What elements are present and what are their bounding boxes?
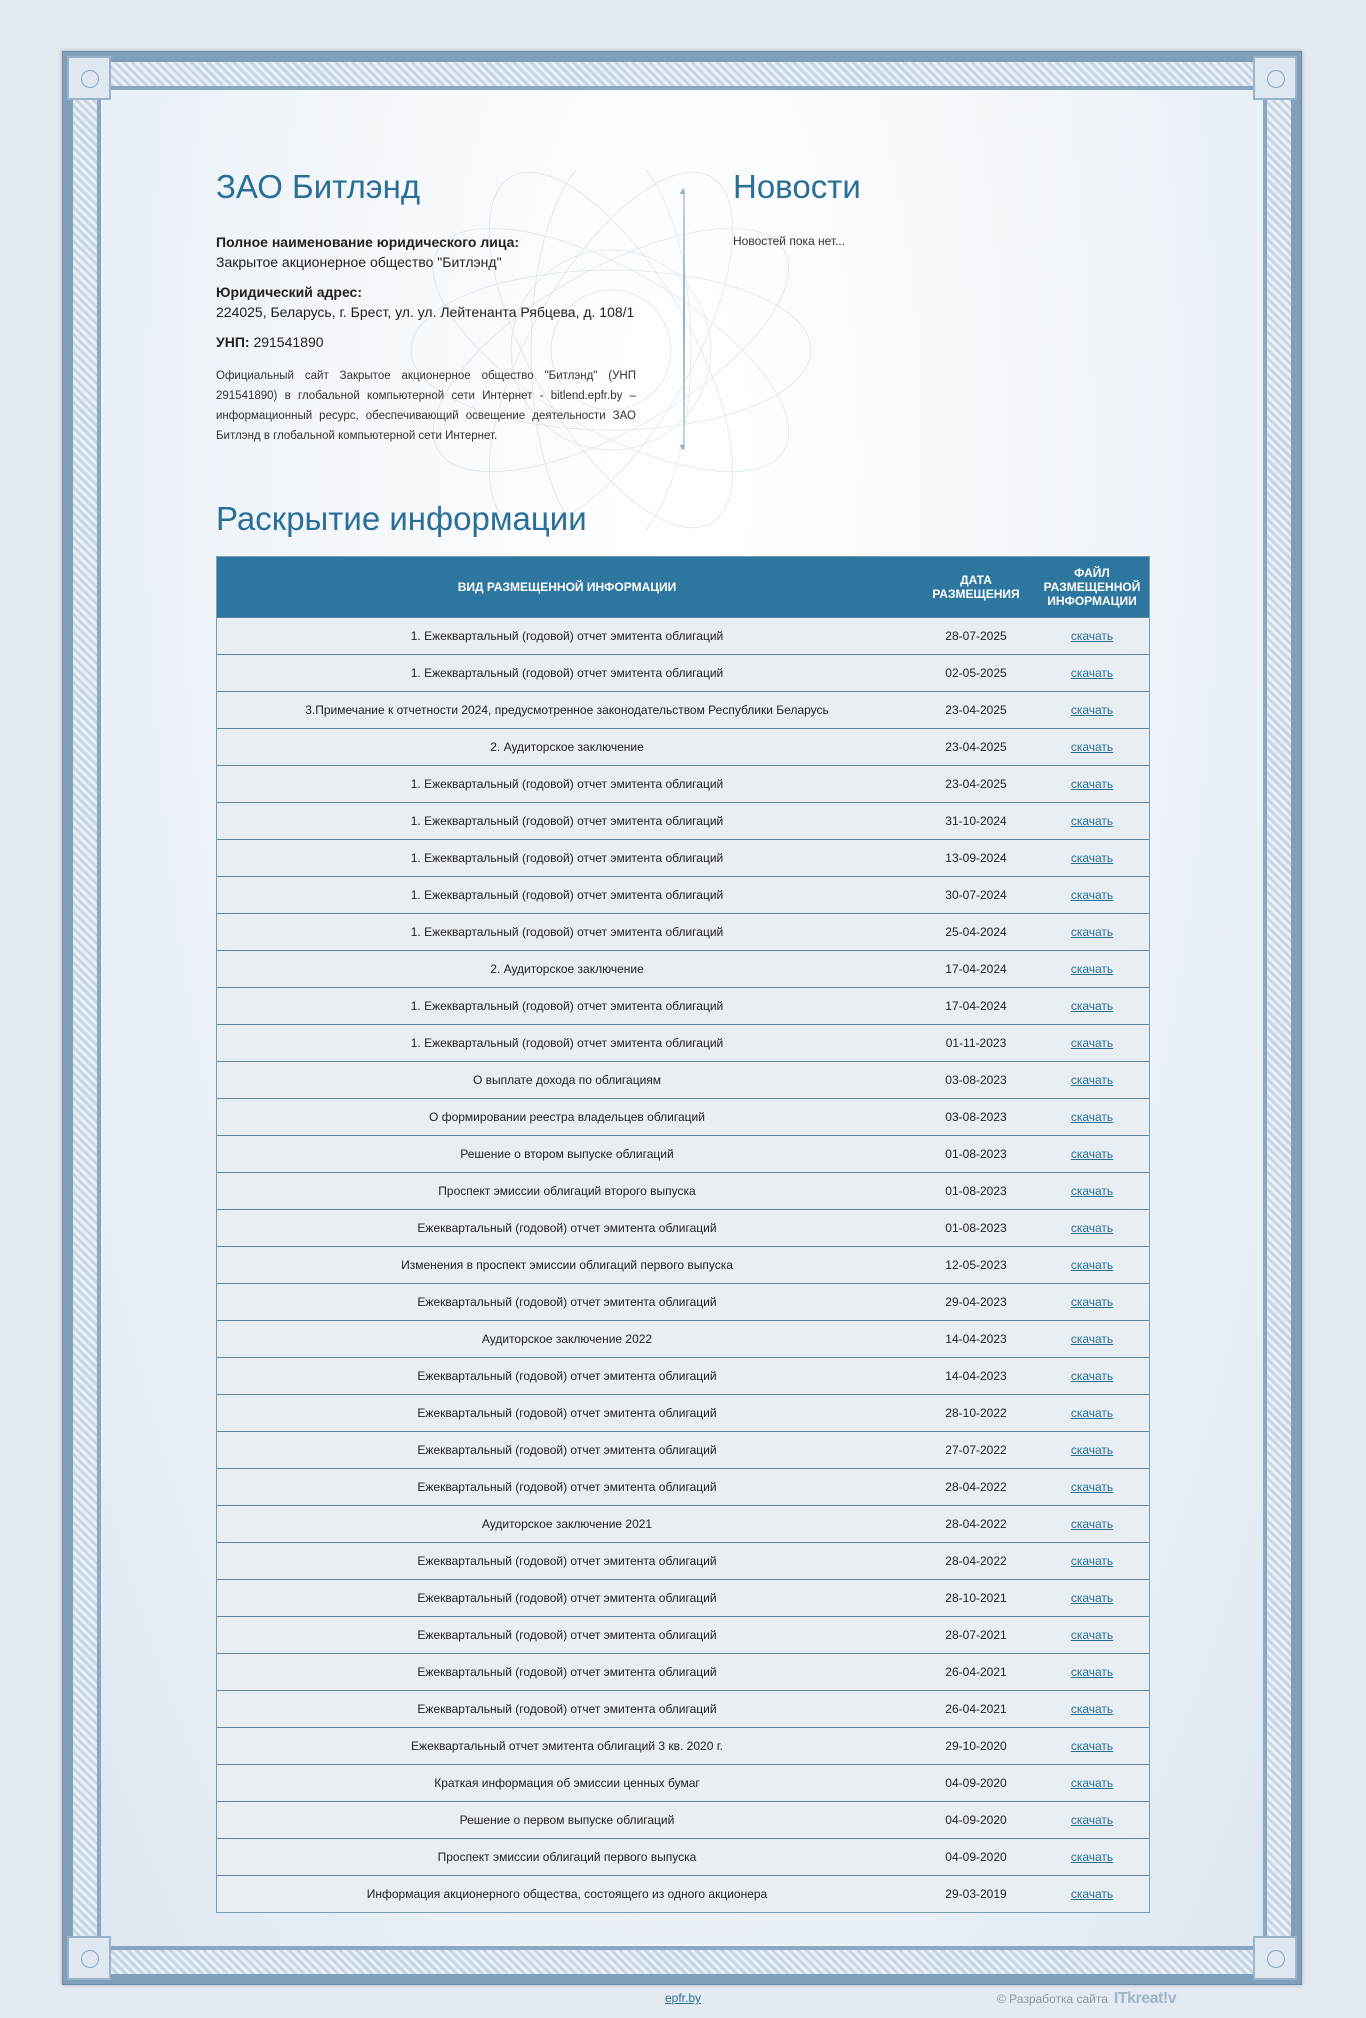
row-date-cell: 14-04-2023: [945, 1332, 1007, 1346]
table-row: [217, 1764, 1149, 1801]
row-kind-cell: Изменения в проспект эмиссии облигаций первого выпуска: [401, 1258, 733, 1272]
company-title: ЗАО Битлэнд: [216, 168, 421, 205]
row-date-cell: 28-04-2022: [945, 1554, 1007, 1568]
row-file-cell: [1035, 1258, 1149, 1272]
download-link[interactable]: скачать: [1070, 1036, 1114, 1050]
table-row: [217, 1468, 1149, 1505]
table-row: [217, 1098, 1149, 1135]
download-link[interactable]: скачать: [1070, 1665, 1114, 1679]
row-file-cell: [1035, 1850, 1149, 1864]
row-date-cell: 13-09-2024: [945, 851, 1007, 865]
row-date-cell: 03-08-2023: [945, 1073, 1007, 1087]
row-kind-cell: 1. Ежеквартальный (годовой) отчет эмитента облигаций: [410, 629, 724, 643]
download-link[interactable]: скачать: [1070, 1554, 1114, 1568]
row-date-cell: 01-08-2023: [945, 1221, 1007, 1235]
row-date-cell: 17-04-2024: [945, 999, 1007, 1013]
table-row: [217, 913, 1149, 950]
footer-developer: [997, 1990, 1176, 2008]
row-kind-cell: О выплате дохода по облигациям: [472, 1073, 662, 1087]
row-file-cell: [1035, 1665, 1149, 1679]
row-kind-cell: 1. Ежеквартальный (годовой) отчет эмитента облигаций: [410, 814, 724, 828]
row-kind-cell: 1. Ежеквартальный (годовой) отчет эмитента облигаций: [410, 851, 724, 865]
row-date-cell: 28-04-2022: [945, 1480, 1007, 1494]
table-row: [217, 617, 1149, 654]
table-row: [217, 1246, 1149, 1283]
row-kind-cell: О формировании реестра владельцев облигаций: [429, 1110, 705, 1124]
row-kind-cell: 1. Ежеквартальный (годовой) отчет эмитента облигаций: [410, 925, 724, 939]
row-file-cell: [1035, 1776, 1149, 1790]
column-header-file: ФАЙЛ РАЗМЕЩЕННОЙ ИНФОРМАЦИИ: [1043, 566, 1141, 608]
row-date-cell: 23-04-2025: [945, 740, 1007, 754]
row-date-cell: 25-04-2024: [945, 925, 1007, 939]
row-kind-cell: Ежеквартальный отчет эмитента облигаций 3 кв. 2020 г.: [411, 1739, 723, 1753]
table-row: [217, 1801, 1149, 1838]
row-date-cell: 29-04-2023: [945, 1295, 1007, 1309]
row-date-cell: 29-10-2020: [945, 1739, 1007, 1753]
row-kind-cell: Информация акционерного общества, состоящего из одного акционера: [366, 1887, 768, 1901]
row-file-cell: [1035, 703, 1149, 717]
row-date-cell: 04-09-2020: [945, 1813, 1007, 1827]
table-row: [217, 1061, 1149, 1098]
corner-ornament-icon: [1253, 1936, 1297, 1980]
row-file-cell: [1035, 1036, 1149, 1050]
row-date-cell: 30-07-2024: [945, 888, 1007, 902]
row-date-cell: 01-08-2023: [945, 1147, 1007, 1161]
row-kind-cell: 3.Примечание к отчетности 2024, предусмотренное законодательством Республики Беларусь: [305, 703, 829, 717]
row-date-cell: 17-04-2024: [945, 962, 1007, 976]
row-date-cell: 12-05-2023: [945, 1258, 1007, 1272]
row-file-cell: [1035, 1184, 1149, 1198]
row-file-cell: [1035, 1443, 1149, 1457]
row-file-cell: [1035, 1073, 1149, 1087]
row-file-cell: [1035, 888, 1149, 902]
row-file-cell: [1035, 1554, 1149, 1568]
row-date-cell: 01-08-2023: [945, 1184, 1007, 1198]
row-date-cell: 04-09-2020: [945, 1776, 1007, 1790]
row-kind-cell: Ежеквартальный (годовой) отчет эмитента облигаций: [417, 1221, 717, 1235]
news-empty-text: Новостей пока нет...: [733, 234, 846, 248]
developer-credit-text: © Разработка сайта: [997, 1992, 1108, 2006]
download-link[interactable]: скачать: [1070, 1887, 1114, 1901]
table-row: [217, 1579, 1149, 1616]
row-file-cell: [1035, 1480, 1149, 1494]
row-file-cell: [1035, 666, 1149, 680]
company-description: Официальный сайт Закрытое акционерное общество "Битлэнд" (УНП 291541890) в глобальной компьютерной сети Интернет - bitlend.epfr.by – информационный ресурс, обеспечивающий освещение деятельности ЗАО Битлэнд в глобальной компьютерной сети Интернет.: [216, 370, 636, 442]
row-kind-cell: Решение о втором выпуске облигаций: [460, 1147, 674, 1161]
row-kind-cell: Решение о первом выпуске облигаций: [459, 1813, 675, 1827]
row-date-cell: 02-05-2025: [945, 666, 1007, 680]
row-date-cell: 04-09-2020: [945, 1850, 1007, 1864]
row-file-cell: [1035, 1332, 1149, 1346]
row-file-cell: [1035, 814, 1149, 828]
column-divider: [683, 188, 685, 450]
row-date-cell: 23-04-2025: [945, 703, 1007, 717]
download-link[interactable]: скачать: [1070, 1221, 1114, 1235]
unp-label: УНП:: [216, 334, 250, 350]
table-row: [217, 1727, 1149, 1764]
footer-site-link[interactable]: epfr.by: [665, 1991, 702, 2005]
company-info: [216, 160, 636, 446]
table-row: [217, 1283, 1149, 1320]
download-link[interactable]: скачать: [1070, 777, 1114, 791]
row-kind-cell: Краткая информация об эмиссии ценных бумаг: [434, 1776, 700, 1790]
table-row: [217, 876, 1149, 913]
download-link[interactable]: скачать: [1070, 740, 1114, 754]
row-date-cell: 31-10-2024: [945, 814, 1007, 828]
column-header-date: ДАТА РАЗМЕЩЕНИЯ: [932, 573, 1020, 601]
row-file-cell: [1035, 851, 1149, 865]
row-kind-cell: Аудиторское заключение 2022: [481, 1332, 653, 1346]
row-file-cell: [1035, 1702, 1149, 1716]
full-name-block: [216, 234, 636, 270]
download-link[interactable]: скачать: [1070, 814, 1114, 828]
unp-value: 291541890: [253, 334, 324, 350]
row-date-cell: 14-04-2023: [945, 1369, 1007, 1383]
row-file-cell: [1035, 962, 1149, 976]
download-link[interactable]: скачать: [1070, 1332, 1114, 1346]
download-link[interactable]: скачать: [1070, 851, 1114, 865]
row-kind-cell: 2. Аудиторское заключение: [490, 962, 644, 976]
table-row: [217, 839, 1149, 876]
row-file-cell: [1035, 999, 1149, 1013]
download-link[interactable]: скачать: [1070, 1110, 1114, 1124]
table-body: [217, 617, 1149, 1912]
row-file-cell: [1035, 925, 1149, 939]
row-date-cell: 28-07-2025: [945, 629, 1007, 643]
download-link[interactable]: скачать: [1070, 629, 1114, 643]
row-kind-cell: 2. Аудиторское заключение: [490, 740, 644, 754]
download-link[interactable]: скачать: [1070, 1406, 1114, 1420]
row-date-cell: 03-08-2023: [945, 1110, 1007, 1124]
table-row: [217, 1616, 1149, 1653]
download-link[interactable]: скачать: [1070, 999, 1114, 1013]
row-date-cell: 26-04-2021: [945, 1665, 1007, 1679]
row-kind-cell: Ежеквартальный (годовой) отчет эмитента облигаций: [417, 1554, 717, 1568]
download-link[interactable]: скачать: [1070, 1739, 1114, 1753]
row-date-cell: 23-04-2025: [945, 777, 1007, 791]
row-kind-cell: Ежеквартальный (годовой) отчет эмитента облигаций: [417, 1702, 717, 1716]
download-link[interactable]: скачать: [1070, 888, 1114, 902]
unp-line: [216, 334, 636, 350]
table-row: [217, 1357, 1149, 1394]
download-link[interactable]: скачать: [1070, 1295, 1114, 1309]
row-file-cell: [1035, 777, 1149, 791]
row-file-cell: [1035, 1295, 1149, 1309]
table-row: [217, 1653, 1149, 1690]
table-row: [217, 765, 1149, 802]
row-date-cell: 28-10-2022: [945, 1406, 1007, 1420]
row-kind-cell: Ежеквартальный (годовой) отчет эмитента облигаций: [417, 1295, 717, 1309]
news-title: Новости: [733, 168, 861, 205]
news-section: [733, 160, 1133, 248]
disclosure-title: Раскрытие информации: [216, 500, 587, 537]
corner-ornament-icon: [67, 1936, 111, 1980]
download-link[interactable]: скачать: [1070, 925, 1114, 939]
row-file-cell: [1035, 1887, 1149, 1901]
row-date-cell: 28-04-2022: [945, 1517, 1007, 1531]
row-file-cell: [1035, 1369, 1149, 1383]
download-link[interactable]: скачать: [1070, 1850, 1114, 1864]
table-row: [217, 1172, 1149, 1209]
table-header: [217, 557, 1149, 617]
row-kind-cell: Ежеквартальный (годовой) отчет эмитента облигаций: [417, 1628, 717, 1642]
row-kind-cell: Ежеквартальный (годовой) отчет эмитента облигаций: [417, 1665, 717, 1679]
developer-logo[interactable]: ITkreat!v: [1113, 1990, 1177, 2007]
table-row: [217, 654, 1149, 691]
row-kind-cell: Ежеквартальный (годовой) отчет эмитента облигаций: [417, 1480, 717, 1494]
address-block: [216, 284, 636, 320]
address-label: Юридический адрес:: [216, 284, 362, 300]
table-row: [217, 691, 1149, 728]
row-kind-cell: 1. Ежеквартальный (годовой) отчет эмитента облигаций: [410, 999, 724, 1013]
download-link[interactable]: скачать: [1070, 666, 1114, 680]
table-row: [217, 802, 1149, 839]
corner-ornament-icon: [1253, 56, 1297, 100]
corner-ornament-icon: [67, 56, 111, 100]
download-link[interactable]: скачать: [1070, 1443, 1114, 1457]
row-date-cell: 29-03-2019: [945, 1887, 1007, 1901]
table-row: [217, 950, 1149, 987]
row-file-cell: [1035, 1147, 1149, 1161]
row-date-cell: 28-10-2021: [945, 1591, 1007, 1605]
row-file-cell: [1035, 1110, 1149, 1124]
row-file-cell: [1035, 1591, 1149, 1605]
row-kind-cell: Аудиторское заключение 2021: [481, 1517, 653, 1531]
row-date-cell: 01-11-2023: [945, 1036, 1007, 1050]
row-kind-cell: Проспект эмиссии облигаций первого выпуска: [437, 1850, 697, 1864]
row-date-cell: 28-07-2021: [945, 1628, 1007, 1642]
download-link[interactable]: скачать: [1070, 1147, 1114, 1161]
download-link[interactable]: скачать: [1070, 1369, 1114, 1383]
row-file-cell: [1035, 740, 1149, 754]
table-row: [217, 1431, 1149, 1468]
full-name-label: Полное наименование юридического лица:: [216, 234, 520, 250]
download-link[interactable]: скачать: [1070, 703, 1114, 717]
row-kind-cell: 1. Ежеквартальный (годовой) отчет эмитента облигаций: [410, 777, 724, 791]
download-link[interactable]: скачать: [1070, 962, 1114, 976]
row-kind-cell: Ежеквартальный (годовой) отчет эмитента облигаций: [417, 1406, 717, 1420]
download-link[interactable]: скачать: [1070, 1813, 1114, 1827]
download-link[interactable]: скачать: [1070, 1628, 1114, 1642]
row-kind-cell: Проспект эмиссии облигаций второго выпуска: [438, 1184, 696, 1198]
row-kind-cell: Ежеквартальный (годовой) отчет эмитента облигаций: [417, 1443, 717, 1457]
download-link[interactable]: скачать: [1070, 1184, 1114, 1198]
table-row: [217, 1875, 1149, 1912]
download-link[interactable]: скачать: [1070, 1591, 1114, 1605]
row-file-cell: [1035, 1739, 1149, 1753]
table-row: [217, 987, 1149, 1024]
address-value: 224025, Беларусь, г. Брест, ул. ул. Лейтенанта Рябцева, д. 108/1: [216, 304, 635, 320]
row-file-cell: [1035, 629, 1149, 643]
table-row: [217, 1135, 1149, 1172]
row-file-cell: [1035, 1628, 1149, 1642]
download-link[interactable]: скачать: [1070, 1517, 1114, 1531]
row-file-cell: [1035, 1813, 1149, 1827]
table-row: [217, 1690, 1149, 1727]
download-link[interactable]: скачать: [1070, 1073, 1114, 1087]
full-name-value: Закрытое акционерное общество "Битлэнд": [216, 254, 502, 270]
row-date-cell: 26-04-2021: [945, 1702, 1007, 1716]
row-file-cell: [1035, 1517, 1149, 1531]
table-row: [217, 1394, 1149, 1431]
download-link[interactable]: скачать: [1070, 1480, 1114, 1494]
row-kind-cell: Ежеквартальный (годовой) отчет эмитента облигаций: [417, 1591, 717, 1605]
download-link[interactable]: скачать: [1070, 1702, 1114, 1716]
table-row: [217, 1209, 1149, 1246]
table-row: [217, 1838, 1149, 1875]
table-row: [217, 728, 1149, 765]
row-kind-cell: 1. Ежеквартальный (годовой) отчет эмитента облигаций: [410, 1036, 724, 1050]
column-header-kind: ВИД РАЗМЕЩЕННОЙ ИНФОРМАЦИИ: [457, 580, 677, 594]
table-row: [217, 1505, 1149, 1542]
row-kind-cell: 1. Ежеквартальный (годовой) отчет эмитента облигаций: [410, 666, 724, 680]
row-file-cell: [1035, 1221, 1149, 1235]
table-row: [217, 1320, 1149, 1357]
row-file-cell: [1035, 1406, 1149, 1420]
download-link[interactable]: скачать: [1070, 1776, 1114, 1790]
row-kind-cell: Ежеквартальный (годовой) отчет эмитента облигаций: [417, 1369, 717, 1383]
table-row: [217, 1024, 1149, 1061]
table-row: [217, 1542, 1149, 1579]
download-link[interactable]: скачать: [1070, 1258, 1114, 1272]
disclosure-table: [216, 556, 1150, 1913]
row-date-cell: 27-07-2022: [945, 1443, 1007, 1457]
row-kind-cell: 1. Ежеквартальный (годовой) отчет эмитента облигаций: [410, 888, 724, 902]
